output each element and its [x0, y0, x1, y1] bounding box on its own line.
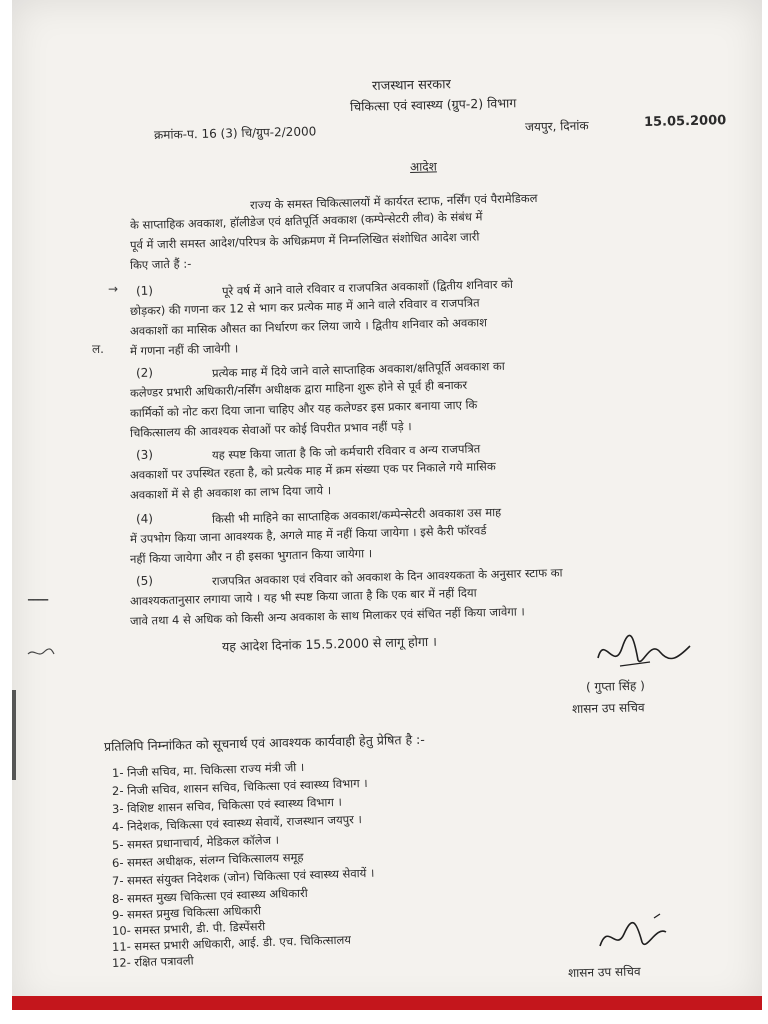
distribution-item: 8- समस्त मुख्य चिकित्सा एवं स्वास्थ्य अधिकारी: [111, 885, 308, 906]
clause-marker: (4): [135, 511, 154, 526]
document-type: आदेश: [409, 159, 437, 174]
body-line: के साप्ताहिक अवकाश, हॉलीडेज एवं क्षतिपूर्ति अवकाश (कम्पेन्सेटरी लीव) के संबंध में: [129, 209, 483, 232]
body-line: प्रत्येक माह में दिये जाने वाले साप्ताहिक अवकाश/क्षतिपूर्ति अवकाश का: [211, 358, 505, 380]
clause-marker: (1): [135, 283, 154, 298]
distribution-item: 4- निदेशक, चिकित्सा एवं स्वास्थ्य सेवायें, राजस्थान जयपुर ।: [111, 812, 363, 834]
date-value: 15.05.2000: [643, 113, 727, 130]
clause-marker: (3): [135, 447, 154, 462]
body-line: अवकाशों का मासिक औसत का निर्धारण कर लिया जाये । द्वितीय शनिवार को अवकाश: [129, 315, 488, 338]
clause-marker: (2): [135, 365, 154, 380]
distribution-item: 5- समस्त प्रधानाचार्य, मेडिकल कॉलेज ।: [111, 832, 280, 852]
body-line: किए जाते हैं :-: [129, 256, 192, 272]
distribution-item: 10- समस्त प्रभारी, डी. पी. डिस्पेंसरी: [111, 919, 266, 938]
signatory-name: ( गुप्ता सिंह ): [585, 678, 645, 694]
signature-image: [590, 628, 700, 676]
document-page: [12, 0, 762, 1010]
distribution-item: 11- समस्त प्रभारी अधिकारी, आई. डी. एच. चिकित्सालय: [111, 932, 352, 954]
distribution-item: 9- समस्त प्रमुख चिकित्सा अधिकारी: [111, 903, 262, 922]
signatory-designation: शासन उप सचिव: [571, 700, 645, 716]
signature-image: [594, 912, 684, 962]
distribution-item: 3- विशिष्ट शासन सचिव, चिकित्सा एवं स्वास्थ्य विभाग ।: [111, 794, 343, 816]
body-line: में गणना नहीं की जावेगी ।: [129, 341, 239, 358]
margin-stamp: ━━━━: [28, 596, 48, 606]
margin-scribble: [26, 645, 56, 659]
order-number: क्रमांक-प. 16 (3) चि/ग्रुप-2/2000: [153, 124, 317, 142]
body-line: अवकाशों पर उपस्थित रहता है, को प्रत्येक माह में क्रम संख्या एक पर निकाले गये मासिक: [129, 459, 496, 482]
distribution-item: 1- निजी सचिव, मा. चिकित्सा राज्य मंत्री जी ।: [111, 759, 305, 780]
distribution-item: 12- रक्षित पत्रावली: [111, 953, 194, 970]
body-line: पूर्व में जारी समस्त आदेश/परिपत्र के अधिक्रमण में निम्नलिखित संशोधित आदेश जारी: [129, 229, 480, 252]
body-line: राज्य के समस्त चिकित्सालयों में कार्यरत स्टाफ, नर्सिंग एवं पैरामेडिकल: [249, 190, 538, 212]
department-name: चिकित्सा एवं स्वास्थ्य (ग्रुप-2) विभाग: [349, 95, 517, 114]
body-line: जावे तथा 4 से अधिक को किसी अन्य अवकाश के साथ मिलाकर एवं संचित नहीं किया जावेगा ।: [129, 604, 525, 628]
footer-designation: शासन उप सचिव: [567, 964, 641, 980]
body-line: कार्मिकों को नोट करा दिया जाना चाहिए और यह कलेण्डर इस प्रकार बनाया जाए कि: [129, 397, 478, 420]
distribution-item: 6- समस्त अधीक्षक, संलग्न चिकित्सालय समूह: [111, 849, 304, 870]
effective-date-line: यह आदेश दिनांक 15.5.2000 से लागू होगा ।: [221, 633, 438, 654]
page-border-strip: [12, 996, 762, 1010]
body-line: राजपत्रित अवकाश एवं रविवार को अवकाश के दिन आवश्यकता के अनुसार स्टाफ का: [211, 565, 563, 588]
body-line: छोड़कर) की गणना कर 12 से भाग कर प्रत्येक माह में आने वाले रविवार व राजपत्रित: [129, 295, 480, 318]
body-line: कलेण्डर प्रभारी अधिकारी/नर्सिंग अधीक्षक द्वारा माहिना शुरू होने से पूर्व ही बनाकर: [129, 377, 468, 400]
body-line: आवश्यकतानुसार लगाया जाये । यह भी स्पष्ट किया जाता है कि एक बार में नहीं दिया: [129, 585, 477, 608]
body-line: किसी भी माहिने का साप्ताहिक अवकाश/कम्पेन्सेटरी अवकाश उस माह: [211, 504, 502, 526]
margin-scribble-mark: ल.: [92, 342, 104, 356]
body-line: अवकाशों में से ही अवकाश का लाभ दिया जाये ।: [129, 483, 332, 502]
left-edge-mark: [12, 690, 16, 780]
date-label: जयपुर, दिनांक: [524, 118, 589, 134]
government-name: राजस्थान सरकार: [371, 77, 452, 94]
body-line: चिकित्सालय की आवश्यक सेवाओं पर कोई विपरीत प्रभाव नहीं पड़े ।: [129, 419, 412, 440]
distribution-item: 2- निजी सचिव, शासन सचिव, चिकित्सा एवं स्वास्थ्य विभाग ।: [111, 775, 368, 798]
clause-marker: (5): [135, 573, 154, 588]
body-line: यह स्पष्ट किया जाता है कि जो कर्मचारी रविवार व अन्य राजपत्रित: [211, 441, 481, 462]
body-line: नहीं किया जायेगा और न ही इसका भुगतान किया जायेगा ।: [129, 546, 373, 566]
margin-arrow-mark: →: [108, 282, 119, 296]
distribution-intro: प्रतिलिपि निम्नांकित को सूचनार्थ एवं आवश्यक कार्यवाही हेतु प्रेषित है :-: [103, 731, 425, 754]
body-line: पूरे वर्ष में आने वाले रविवार व राजपत्रित अवकाशों (द्वितीय शनिवार को: [221, 276, 514, 298]
distribution-item: 7- समस्त संयुक्त निदेशक (जोन) चिकित्सा एवं स्वास्थ्य सेवायें ।: [111, 865, 375, 888]
body-line: में उपभोग किया जाना आवश्यक है, अगले माह में नहीं किया जायेगा । इसे कैरी फॉरवर्ड: [129, 523, 487, 546]
